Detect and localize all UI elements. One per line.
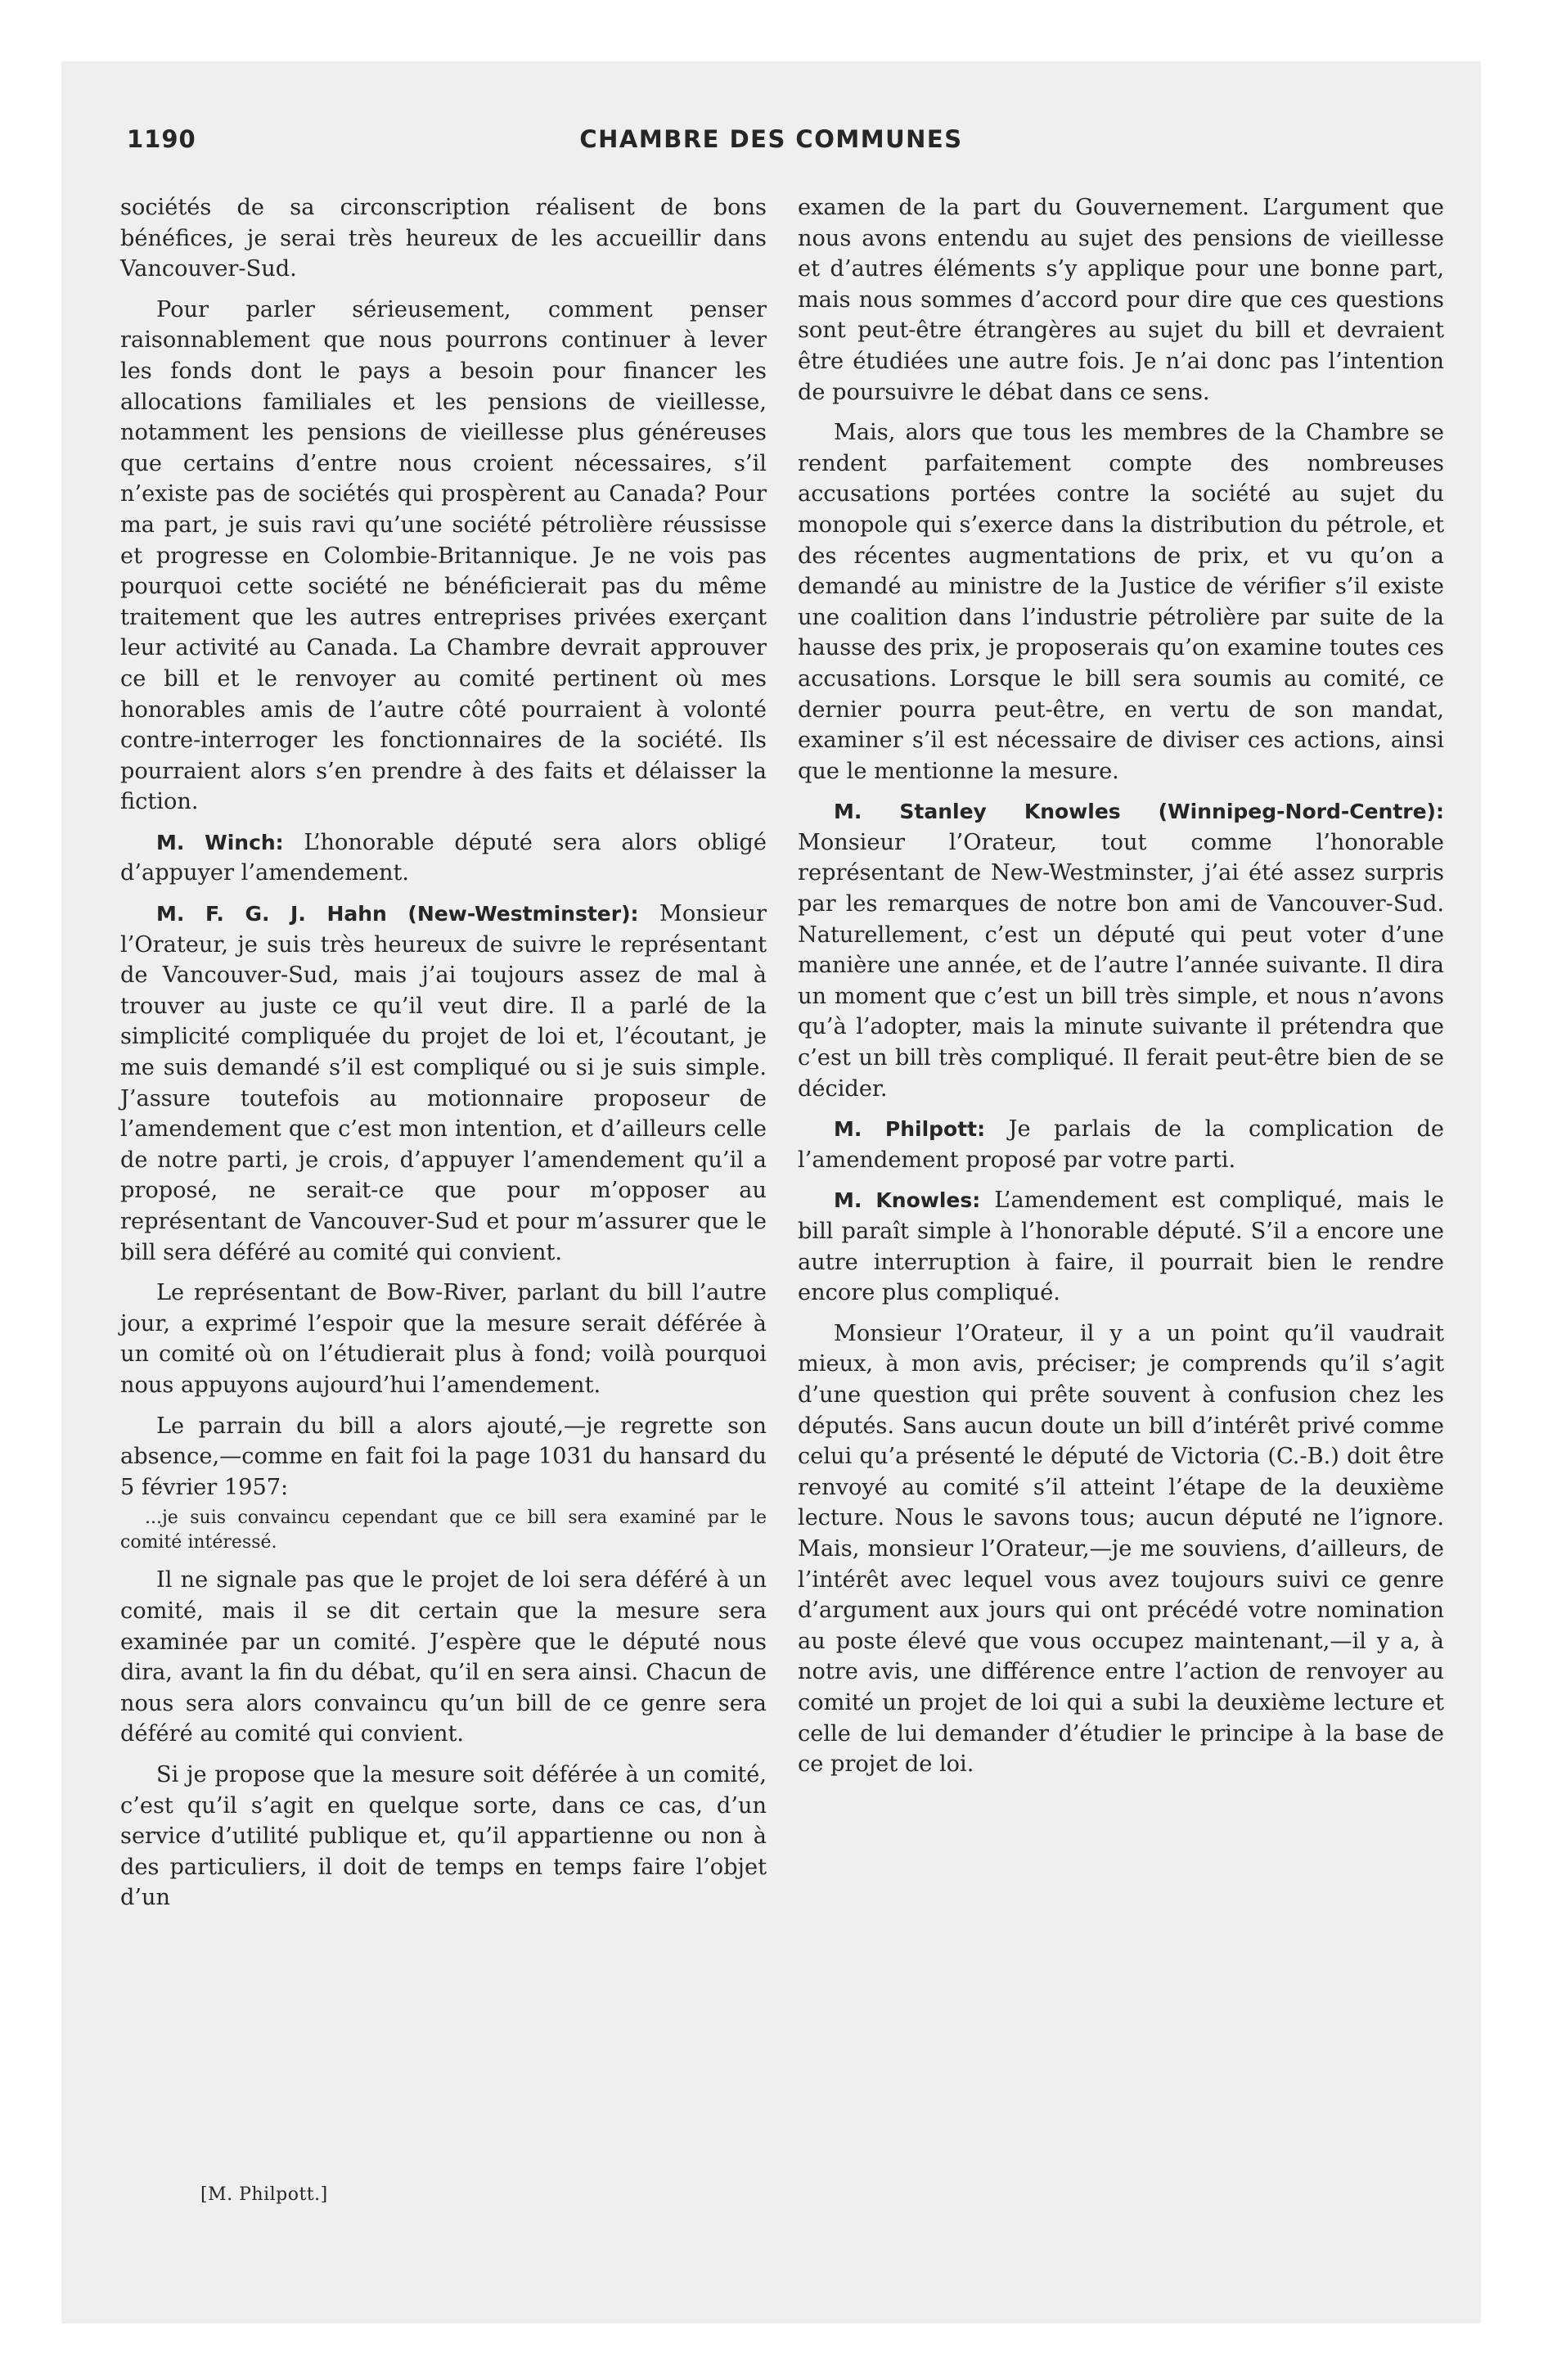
- speech-paragraph: [120, 827, 767, 889]
- speaker-name: M. Knowles:: [834, 1188, 981, 1213]
- speech-text: L’amendement est compliqué, mais le bill paraît simple à l’honorable député. S’il a encore une autre interruption à faire, il pourrait bien le rendre encore plus compliqué.: [798, 1188, 1444, 1306]
- page-sheet: [61, 61, 1481, 2324]
- paragraph: Il ne signale pas que le projet de loi sera déféré à un comité, mais il se dit certain que la mesure sera examinée par un comité. J’espère que le député nous dira, avant la fin du débat, qu’il en sera ainsi. Chacun de nous sera alors convaincu qu’un bill de ce genre sera déféré au comité qui convient.: [120, 1567, 767, 1747]
- paragraph: Le parrain du bill a alors ajouté,—je regrette son absence,—comme en fait foi la page 1031 du hansard du 5 février 1957:: [120, 1413, 767, 1500]
- paragraph: Mais, alors que tous les membres de la Chambre se rendent parfaitement compte des nombreuses accusations portées contre la société au sujet du monopole qui s’exerce dans la distribution du pétrole, et des récentes augmentations de prix, et vu qu’on a demandé au ministre de la Justice de vérifier s’il existe une coalition dans l’industrie pétrolière par suite de la hausse des prix, je proposerais qu’on examine toutes ces accusations. Lorsque le bill sera soumis au comité, ce dernier pourra peut-être, en vertu de son mandat, examiner s’il est nécessaire de diviser ces actions, ainsi que le mentionne la mesure.: [798, 420, 1444, 784]
- page-number: 1190: [127, 125, 196, 153]
- speech-text: Monsieur l’Orateur, tout comme l’honorable représentant de New-Westminster, j’ai été assez surpris par les remarques de notre bon ami de Vancouver-Sud. Naturellement, c’est un député qui peut voter d’une manière une année, et de l’autre l’année suivante. Il dira un moment que c’est un bill très simple, et nous n’avons qu’à l’adopter, mais la minute suivante il prétendra que c’est un bill très compliqué. Il ferait peut-être bien de se décider.: [798, 829, 1444, 1102]
- speaker-name: M. Winch:: [156, 830, 284, 854]
- left-column: [120, 192, 767, 1913]
- speaker-name: M. F. G. J. Hahn (New-Westminster):: [156, 902, 639, 926]
- block-quote: ...je suis convaincu cependant que ce bill sera examiné par le comité intéressé.: [120, 1508, 767, 1553]
- speech-paragraph: [798, 1114, 1444, 1175]
- speaker-name: M. Philpott:: [834, 1117, 986, 1142]
- speech-text: Je parlais de la complication de l’amendement proposé par votre parti.: [798, 1116, 1444, 1173]
- speech-paragraph: [120, 899, 767, 1268]
- speech-paragraph: [798, 796, 1444, 1104]
- right-column: [798, 192, 1444, 1780]
- page-header: [127, 125, 1415, 158]
- running-title: CHAMBRE DES COMMUNES: [579, 125, 963, 153]
- speech-text: Monsieur l’Orateur, je suis très heureux de suivre le représentant de Vancouver-Sud, mais j’ai toujours assez de mal à trouver au juste ce qu’il veut dire. Il a parlé de la simplicité compliquée du projet de loi et, l’écoutant, je me suis demandé s’il est compliqué ou si je suis simple. J’assure toutefois au motionnaire proposeur de l’amendement que c’est mon intention, et d’ailleurs celle de notre parti, je crois, d’appuyer l’amendement qu’il a proposé, ne serait-ce que pour m’opposer au représentant de Vancouver-Sud et pour m’assurer que le bill sera déféré au comité qui convient.: [120, 901, 767, 1265]
- speech-paragraph: [798, 1185, 1444, 1308]
- speaker-name: M. Stanley Knowles (Winnipeg-Nord-Centre):: [834, 800, 1444, 824]
- paragraph: Pour parler sérieusement, comment penser raisonnablement que nous pourrons continuer à lever les fonds dont le pays a besoin pour financer les allocations familiales et les pensions de vieillesse, notamment les pensions de vieillesse plus généreuses que certains d’entre nous croient nécessaires, s’il n’existe pas de sociétés qui prospèrent au Canada? Pour ma part, je suis ravi qu’une société pétrolière réussisse et progresse en Colombie-Britannique. Je ne vois pas pourquoi cette société ne bénéficierait pas du même traitement que les autres entreprises privées exerçant leur activité au Canada. La Chambre devrait approuver ce bill et le renvoyer au comité pertinent où mes honorables amis de l’autre côté pourraient à volonté contre-interroger les fonctionnaires de la société. Ils pourraient alors s’en prendre à des faits et délaisser la fiction.: [120, 296, 767, 815]
- paragraph: Le représentant de Bow-River, parlant du bill l’autre jour, a exprimé l’espoir que la mesure serait déférée à un comité où on l’étudierait plus à fond; voilà pourquoi nous appuyons aujourd’hui l’amendement.: [120, 1280, 767, 1398]
- speech-text: L’honorable député sera alors obligé d’appuyer l’amendement.: [120, 829, 767, 886]
- paragraph: sociétés de sa circonscription réalisent de bons bénéfices, je serai très heureux de les accueillir dans Vancouver-Sud.: [120, 195, 767, 282]
- paragraph: examen de la part du Gouvernement. L’argument que nous avons entendu au sujet des pensions de vieillesse et d’autres éléments s’y applique pour une bonne part, mais nous sommes d’accord pour dire que ces questions sont peut-être étrangères au sujet du bill et devraient être étudiées une autre fois. Je n’ai donc pas l’intention de poursuivre le débat dans ce sens.: [798, 195, 1444, 405]
- paragraph: Monsieur l’Orateur, il y a un point qu’il vaudrait mieux, à mon avis, préciser; je comprends qu’il s’agit d’une question qui prête souvent à confusion chez les députés. Sans aucun doute un bill d’intérêt privé comme celui qu’a présenté le député de Victoria (C.-B.) doit être renvoyé au comité s’il atteint l’étape de la deuxième lecture. Nous le savons tous; aucun député ne l’ignore. Mais, monsieur l’Orateur,—je me souviens, d’ailleurs, de l’intérêt avec lequel vous avez toujours suivi ce genre d’argument aux jours qui ont précédé votre nomination au poste élevé que vous occupez maintenant,—il y a, à notre avis, une différence entre l’action de renvoyer au comité un projet de loi qui a subi la deuxième lecture et celle de lui demander d’étudier le principe à la base de ce projet de loi.: [798, 1320, 1444, 1778]
- speaker-attribution: [M. Philpott.]: [200, 2184, 328, 2205]
- paragraph: Si je propose que la mesure soit déférée à un comité, c’est qu’il s’agit en quelque sorte, dans ce cas, d’un service d’utilité publique et, qu’il appartienne ou non à des particuliers, il doit de temps en temps faire l’objet d’un: [120, 1761, 767, 1911]
